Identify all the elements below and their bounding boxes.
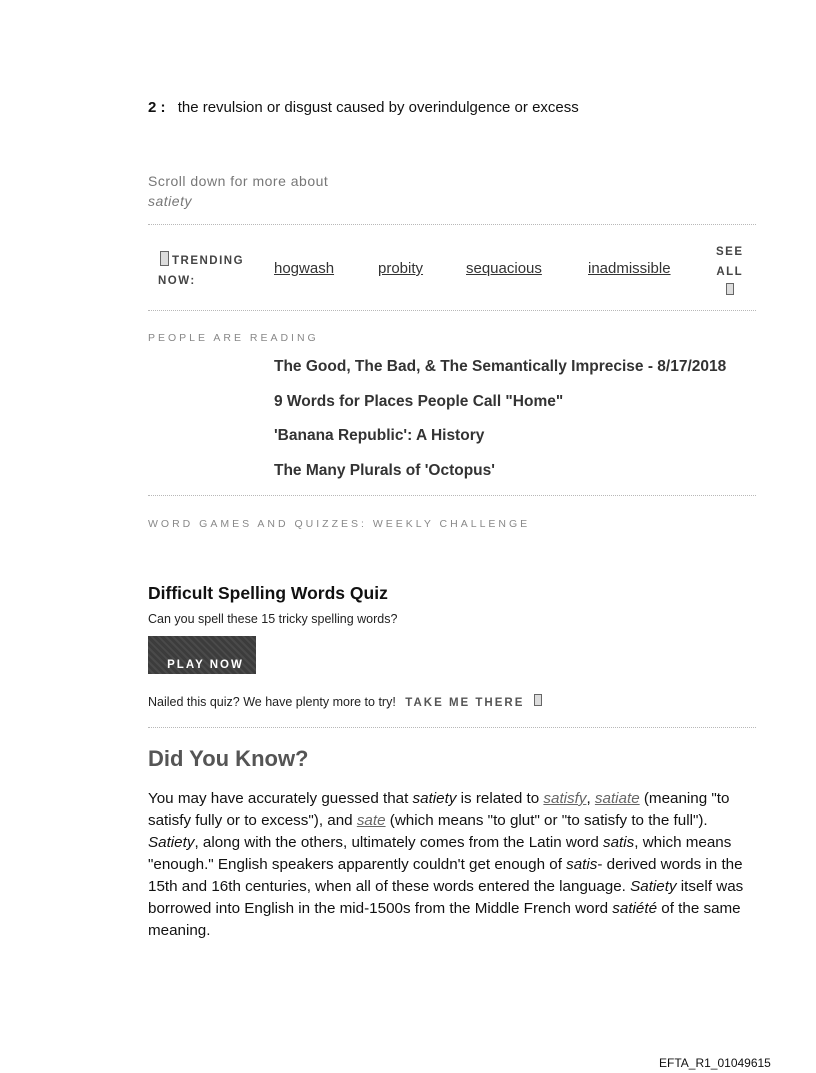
text: , along with the others, ultimately comes from the Latin word: [194, 834, 604, 851]
italic-word: Satiety: [630, 878, 677, 895]
text: (meaning "to satisfy fully or to excess"), and: [148, 790, 730, 829]
scroll-prompt-word: satiety: [148, 193, 192, 209]
take-me-there-label: TAKE ME THERE: [405, 697, 525, 709]
did-you-know-paragraph: [148, 788, 756, 942]
arrow-icon: [726, 283, 734, 295]
text: , which means "enough." English speakers apparently couldn't get enough of: [148, 834, 732, 873]
text: of the same meaning.: [148, 900, 741, 939]
italic-word: satiété: [612, 900, 658, 917]
text: You may have accurately guessed that: [148, 790, 413, 807]
text: is related to: [456, 790, 544, 807]
link-satiate[interactable]: satiate: [594, 790, 640, 807]
see-all-line2: ALL: [716, 266, 744, 278]
scroll-prompt: [148, 171, 328, 211]
article-link[interactable]: The Many Plurals of 'Octopus': [274, 462, 495, 479]
trending-link-probity[interactable]: probity: [378, 260, 424, 277]
italic-word: satis: [566, 856, 598, 873]
text: (which means "to glut" or "to satisfy to the full").: [385, 812, 708, 829]
trending-label: [160, 251, 244, 291]
definition-number: 2 :: [148, 99, 166, 116]
italic-word: Satiety: [148, 834, 195, 851]
quiz-subtitle: Can you spell these 15 tricky spelling words?: [148, 612, 398, 626]
article-link[interactable]: The Good, The Bad, & The Semantically Imprecise - 8/17/2018: [274, 358, 727, 375]
article-link[interactable]: 9 Words for Places People Call "Home": [274, 393, 564, 410]
see-all-button[interactable]: [716, 242, 744, 302]
take-me-there-link[interactable]: [405, 697, 542, 709]
link-sate[interactable]: sate: [356, 812, 386, 829]
divider: [148, 224, 756, 225]
did-you-know-title: Did You Know?: [148, 746, 309, 771]
scroll-prompt-text: Scroll down for more about: [148, 173, 329, 189]
link-satisfy[interactable]: satisfy: [543, 790, 587, 807]
play-now-button[interactable]: PLAY NOW: [148, 636, 256, 674]
document-id: EFTA_R1_01049615: [659, 1056, 771, 1070]
see-all-line1: SEE: [716, 246, 744, 258]
trending-label-line2: NOW:: [158, 275, 196, 287]
quiz-title[interactable]: Difficult Spelling Words Quiz: [148, 583, 388, 603]
divider: [148, 495, 756, 496]
article-link[interactable]: 'Banana Republic': A History: [274, 427, 485, 444]
definition-text: the revulsion or disgust caused by overindulgence or excess: [177, 99, 579, 116]
divider: [148, 727, 756, 728]
arrow-icon: [534, 694, 542, 706]
italic-word: satiety: [412, 790, 457, 807]
trending-icon: [160, 251, 169, 266]
divider: [148, 310, 756, 311]
italic-word: satis: [603, 834, 635, 851]
text: ,: [586, 790, 595, 807]
nailed-text: Nailed this quiz? We have plenty more to try!: [148, 695, 396, 709]
trending-label-line1: TRENDING: [172, 255, 245, 267]
trending-link-inadmissible[interactable]: inadmissible: [588, 260, 671, 277]
nailed-quiz-line: [148, 694, 542, 709]
definition: [148, 99, 579, 116]
text: itself was borrowed into English in the mid-1500s from the Middle French word: [148, 878, 744, 917]
trending-link-hogwash[interactable]: hogwash: [274, 260, 335, 277]
word-games-label: WORD GAMES AND QUIZZES: WEEKLY CHALLENGE: [148, 518, 531, 530]
text: - derived words in the 15th and 16th centuries, when all of these words entered the language.: [148, 856, 743, 895]
trending-link-sequacious[interactable]: sequacious: [466, 260, 542, 277]
people-reading-label: PEOPLE ARE READING: [148, 332, 319, 344]
